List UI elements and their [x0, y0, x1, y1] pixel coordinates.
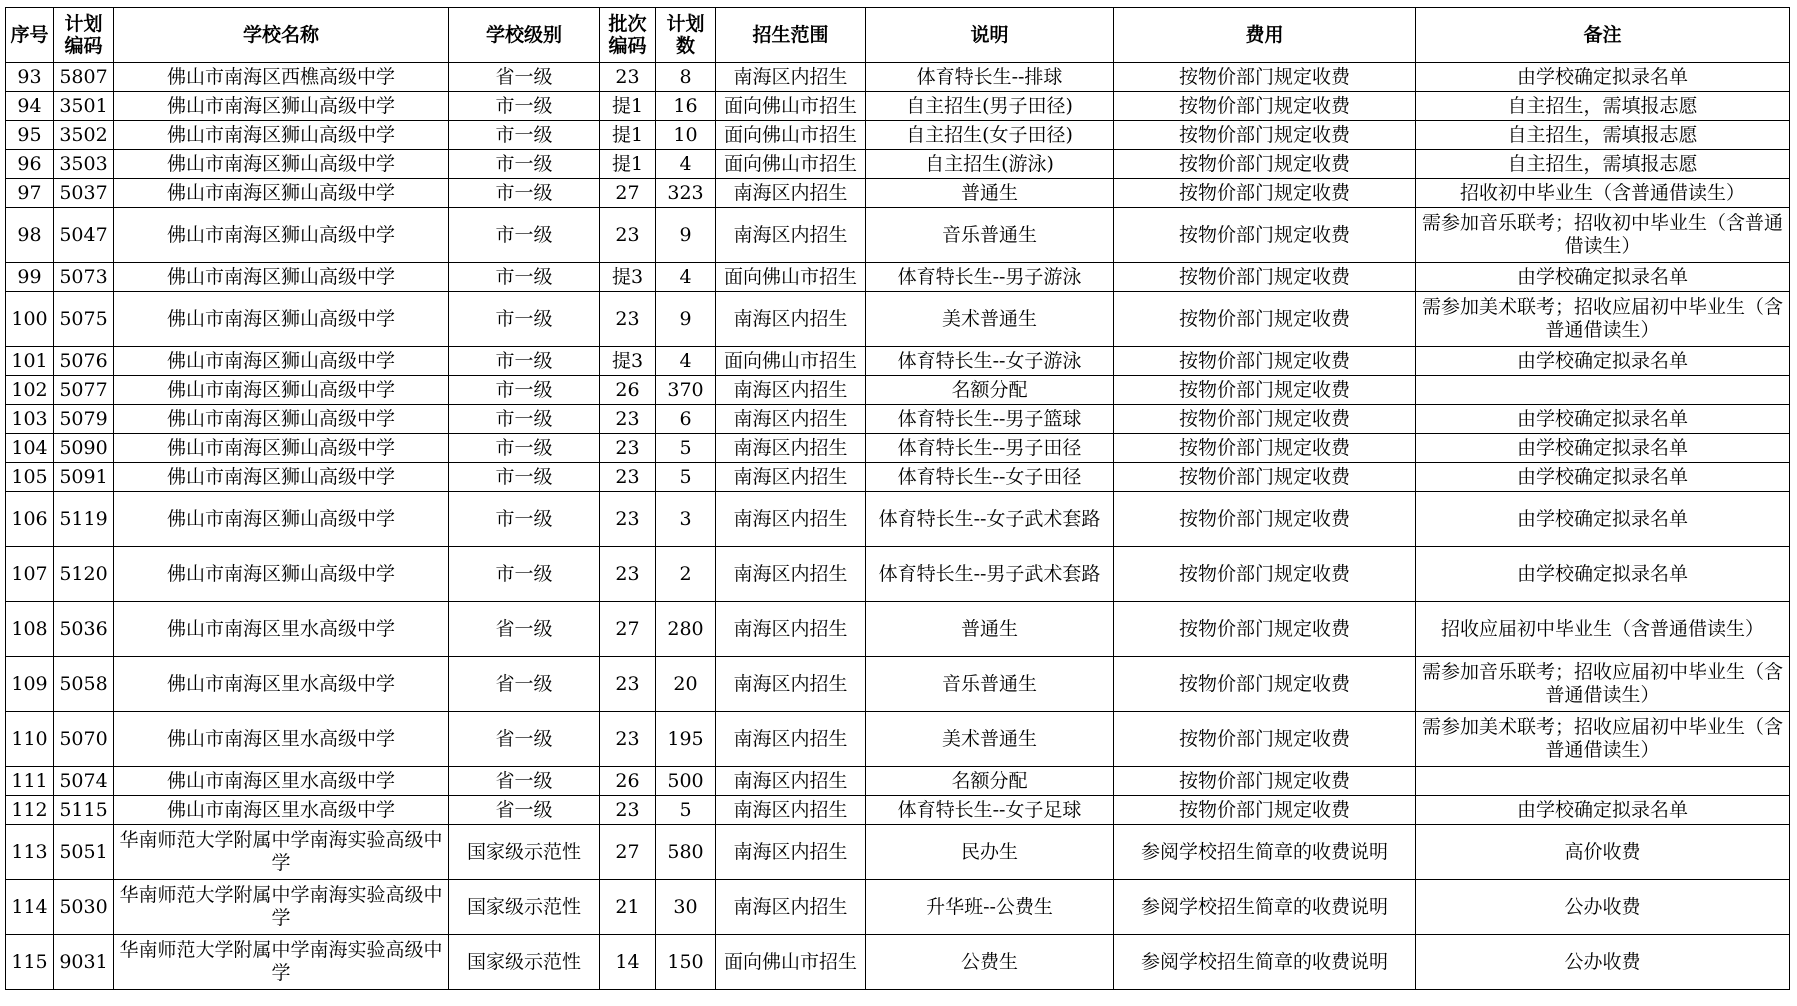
cell-enrollment-scope: 南海区内招生 [716, 825, 866, 880]
cell-enrollment-scope: 南海区内招生 [716, 179, 866, 208]
cell-remarks: 由学校确定拟录名单 [1416, 405, 1790, 434]
cell-fee: 按物价部门规定收费 [1114, 657, 1416, 712]
cell-school-level: 市一级 [449, 150, 600, 179]
cell-description: 名额分配 [866, 767, 1114, 796]
cell-remarks: 公办收费 [1416, 880, 1790, 935]
table-row [6, 63, 1790, 92]
admission-plan-table [5, 7, 1790, 990]
cell-school-name: 佛山市南海区里水高级中学 [114, 602, 449, 657]
cell-school-name: 佛山市南海区狮山高级中学 [114, 292, 449, 347]
admission-plan-sheet [5, 7, 1790, 990]
cell-school-level: 市一级 [449, 208, 600, 263]
cell-enrollment-scope: 面向佛山市招生 [716, 150, 866, 179]
table-row [6, 92, 1790, 121]
cell-index: 101 [6, 347, 54, 376]
cell-school-level: 市一级 [449, 434, 600, 463]
cell-remarks: 高价收费 [1416, 825, 1790, 880]
table-header-row [6, 8, 1790, 63]
cell-description: 音乐普通生 [866, 208, 1114, 263]
header-remarks: 备注 [1416, 8, 1790, 63]
table-row [6, 935, 1790, 990]
cell-index: 93 [6, 63, 54, 92]
cell-plan-code: 5036 [54, 602, 114, 657]
cell-plan-count: 16 [656, 92, 716, 121]
cell-enrollment-scope: 面向佛山市招生 [716, 935, 866, 990]
cell-plan-code: 5079 [54, 405, 114, 434]
cell-school-name: 佛山市南海区狮山高级中学 [114, 179, 449, 208]
cell-plan-code: 5047 [54, 208, 114, 263]
cell-batch-code: 27 [600, 825, 656, 880]
table-row [6, 263, 1790, 292]
cell-description: 体育特长生--女子游泳 [866, 347, 1114, 376]
cell-school-name: 佛山市南海区狮山高级中学 [114, 405, 449, 434]
cell-description: 公费生 [866, 935, 1114, 990]
cell-plan-code: 5115 [54, 796, 114, 825]
cell-batch-code: 提1 [600, 92, 656, 121]
cell-enrollment-scope: 南海区内招生 [716, 208, 866, 263]
cell-plan-code: 5074 [54, 767, 114, 796]
cell-plan-code: 5073 [54, 263, 114, 292]
cell-plan-count: 3 [656, 492, 716, 547]
header-enrollment-scope: 招生范围 [716, 8, 866, 63]
cell-plan-code: 5120 [54, 547, 114, 602]
cell-plan-count: 20 [656, 657, 716, 712]
cell-remarks: 自主招生，需填报志愿 [1416, 121, 1790, 150]
cell-school-name: 佛山市南海区狮山高级中学 [114, 263, 449, 292]
cell-remarks: 由学校确定拟录名单 [1416, 492, 1790, 547]
cell-plan-code: 5077 [54, 376, 114, 405]
cell-index: 106 [6, 492, 54, 547]
cell-index: 96 [6, 150, 54, 179]
cell-fee: 按物价部门规定收费 [1114, 121, 1416, 150]
cell-enrollment-scope: 南海区内招生 [716, 657, 866, 712]
cell-school-name: 佛山市南海区里水高级中学 [114, 657, 449, 712]
cell-school-name: 佛山市南海区狮山高级中学 [114, 121, 449, 150]
cell-batch-code: 23 [600, 405, 656, 434]
cell-plan-code: 3502 [54, 121, 114, 150]
cell-fee: 参阅学校招生简章的收费说明 [1114, 880, 1416, 935]
cell-enrollment-scope: 南海区内招生 [716, 767, 866, 796]
cell-batch-code: 27 [600, 179, 656, 208]
cell-fee: 按物价部门规定收费 [1114, 63, 1416, 92]
cell-plan-count: 5 [656, 434, 716, 463]
cell-school-name: 佛山市南海区里水高级中学 [114, 796, 449, 825]
cell-school-level: 市一级 [449, 547, 600, 602]
cell-plan-count: 370 [656, 376, 716, 405]
cell-plan-count: 580 [656, 825, 716, 880]
header-index: 序号 [6, 8, 54, 63]
header-plan-count: 计划数 [656, 8, 716, 63]
cell-school-name: 佛山市南海区狮山高级中学 [114, 434, 449, 463]
cell-plan-count: 30 [656, 880, 716, 935]
cell-fee: 按物价部门规定收费 [1114, 179, 1416, 208]
cell-fee: 按物价部门规定收费 [1114, 263, 1416, 292]
cell-description: 体育特长生--女子足球 [866, 796, 1114, 825]
cell-enrollment-scope: 南海区内招生 [716, 492, 866, 547]
cell-school-name: 佛山市南海区里水高级中学 [114, 767, 449, 796]
cell-batch-code: 26 [600, 376, 656, 405]
cell-plan-code: 5051 [54, 825, 114, 880]
cell-enrollment-scope: 南海区内招生 [716, 63, 866, 92]
cell-school-level: 省一级 [449, 712, 600, 767]
cell-school-name: 佛山市南海区狮山高级中学 [114, 492, 449, 547]
header-school-level: 学校级别 [449, 8, 600, 63]
cell-enrollment-scope: 面向佛山市招生 [716, 92, 866, 121]
cell-batch-code: 提1 [600, 150, 656, 179]
cell-enrollment-scope: 南海区内招生 [716, 405, 866, 434]
cell-fee: 按物价部门规定收费 [1114, 602, 1416, 657]
cell-remarks: 需参加美术联考；招收应届初中毕业生（含普通借读生） [1416, 292, 1790, 347]
cell-fee: 参阅学校招生简章的收费说明 [1114, 935, 1416, 990]
cell-batch-code: 14 [600, 935, 656, 990]
cell-school-name: 佛山市南海区狮山高级中学 [114, 463, 449, 492]
table-row [6, 434, 1790, 463]
cell-description: 体育特长生--男子游泳 [866, 263, 1114, 292]
cell-fee: 按物价部门规定收费 [1114, 767, 1416, 796]
table-row [6, 767, 1790, 796]
table-row [6, 880, 1790, 935]
cell-description: 音乐普通生 [866, 657, 1114, 712]
cell-school-name: 佛山市南海区狮山高级中学 [114, 92, 449, 121]
cell-school-name: 华南师范大学附属中学南海实验高级中学 [114, 825, 449, 880]
cell-index: 105 [6, 463, 54, 492]
cell-remarks: 自主招生，需填报志愿 [1416, 150, 1790, 179]
cell-description: 美术普通生 [866, 292, 1114, 347]
cell-plan-count: 6 [656, 405, 716, 434]
header-batch-code: 批次编码 [600, 8, 656, 63]
cell-school-name: 华南师范大学附属中学南海实验高级中学 [114, 880, 449, 935]
cell-plan-code: 5075 [54, 292, 114, 347]
cell-fee: 按物价部门规定收费 [1114, 292, 1416, 347]
table-row [6, 796, 1790, 825]
cell-fee: 按物价部门规定收费 [1114, 712, 1416, 767]
cell-batch-code: 23 [600, 492, 656, 547]
cell-index: 111 [6, 767, 54, 796]
cell-school-level: 国家级示范性 [449, 825, 600, 880]
cell-description: 体育特长生--男子武术套路 [866, 547, 1114, 602]
cell-index: 112 [6, 796, 54, 825]
cell-enrollment-scope: 南海区内招生 [716, 434, 866, 463]
cell-index: 100 [6, 292, 54, 347]
cell-remarks: 由学校确定拟录名单 [1416, 347, 1790, 376]
cell-enrollment-scope: 南海区内招生 [716, 602, 866, 657]
cell-plan-count: 8 [656, 63, 716, 92]
cell-batch-code: 23 [600, 434, 656, 463]
cell-fee: 按物价部门规定收费 [1114, 463, 1416, 492]
cell-fee: 按物价部门规定收费 [1114, 92, 1416, 121]
cell-school-level: 省一级 [449, 796, 600, 825]
cell-index: 109 [6, 657, 54, 712]
cell-remarks: 由学校确定拟录名单 [1416, 796, 1790, 825]
table-row [6, 825, 1790, 880]
cell-description: 自主招生(男子田径) [866, 92, 1114, 121]
cell-plan-code: 3501 [54, 92, 114, 121]
cell-plan-count: 150 [656, 935, 716, 990]
cell-enrollment-scope: 南海区内招生 [716, 796, 866, 825]
cell-plan-count: 5 [656, 463, 716, 492]
cell-description: 普通生 [866, 179, 1114, 208]
cell-plan-count: 9 [656, 208, 716, 263]
cell-school-level: 市一级 [449, 92, 600, 121]
cell-description: 体育特长生--女子田径 [866, 463, 1114, 492]
cell-batch-code: 23 [600, 63, 656, 92]
cell-plan-count: 323 [656, 179, 716, 208]
cell-remarks: 需参加美术联考；招收应届初中毕业生（含普通借读生） [1416, 712, 1790, 767]
cell-batch-code: 23 [600, 547, 656, 602]
cell-description: 自主招生(女子田径) [866, 121, 1114, 150]
cell-remarks: 自主招生，需填报志愿 [1416, 92, 1790, 121]
cell-fee: 按物价部门规定收费 [1114, 150, 1416, 179]
cell-index: 94 [6, 92, 54, 121]
cell-plan-code: 5076 [54, 347, 114, 376]
table-body [6, 63, 1790, 990]
table-row [6, 492, 1790, 547]
cell-school-level: 市一级 [449, 405, 600, 434]
cell-description: 体育特长生--男子田径 [866, 434, 1114, 463]
cell-school-level: 市一级 [449, 347, 600, 376]
cell-index: 108 [6, 602, 54, 657]
cell-description: 体育特长生--男子篮球 [866, 405, 1114, 434]
cell-fee: 按物价部门规定收费 [1114, 347, 1416, 376]
cell-school-level: 国家级示范性 [449, 935, 600, 990]
cell-enrollment-scope: 南海区内招生 [716, 880, 866, 935]
header-fee: 费用 [1114, 8, 1416, 63]
cell-index: 102 [6, 376, 54, 405]
cell-plan-count: 5 [656, 796, 716, 825]
cell-enrollment-scope: 面向佛山市招生 [716, 347, 866, 376]
cell-batch-code: 23 [600, 796, 656, 825]
table-row [6, 179, 1790, 208]
cell-remarks: 由学校确定拟录名单 [1416, 547, 1790, 602]
table-row [6, 547, 1790, 602]
header-school-name: 学校名称 [114, 8, 449, 63]
cell-description: 美术普通生 [866, 712, 1114, 767]
cell-school-level: 省一级 [449, 657, 600, 712]
cell-description: 自主招生(游泳) [866, 150, 1114, 179]
cell-school-level: 省一级 [449, 602, 600, 657]
cell-fee: 按物价部门规定收费 [1114, 492, 1416, 547]
cell-plan-count: 2 [656, 547, 716, 602]
cell-school-name: 佛山市南海区狮山高级中学 [114, 376, 449, 405]
cell-school-level: 市一级 [449, 121, 600, 150]
cell-school-level: 国家级示范性 [449, 880, 600, 935]
cell-plan-count: 500 [656, 767, 716, 796]
cell-remarks: 公办收费 [1416, 935, 1790, 990]
cell-school-level: 市一级 [449, 263, 600, 292]
cell-batch-code: 26 [600, 767, 656, 796]
cell-remarks [1416, 767, 1790, 796]
cell-index: 103 [6, 405, 54, 434]
cell-remarks: 由学校确定拟录名单 [1416, 263, 1790, 292]
table-row [6, 712, 1790, 767]
cell-index: 114 [6, 880, 54, 935]
cell-plan-code: 5037 [54, 179, 114, 208]
table-row [6, 121, 1790, 150]
header-description: 说明 [866, 8, 1114, 63]
cell-plan-code: 5090 [54, 434, 114, 463]
cell-school-name: 佛山市南海区狮山高级中学 [114, 150, 449, 179]
cell-batch-code: 23 [600, 208, 656, 263]
cell-fee: 按物价部门规定收费 [1114, 208, 1416, 263]
cell-description: 名额分配 [866, 376, 1114, 405]
cell-plan-count: 9 [656, 292, 716, 347]
cell-index: 113 [6, 825, 54, 880]
cell-batch-code: 提1 [600, 121, 656, 150]
cell-index: 107 [6, 547, 54, 602]
table-row [6, 347, 1790, 376]
cell-plan-count: 4 [656, 150, 716, 179]
cell-school-level: 市一级 [449, 292, 600, 347]
cell-index: 104 [6, 434, 54, 463]
cell-plan-count: 10 [656, 121, 716, 150]
cell-batch-code: 23 [600, 657, 656, 712]
cell-school-name: 佛山市南海区里水高级中学 [114, 712, 449, 767]
cell-fee: 按物价部门规定收费 [1114, 796, 1416, 825]
cell-plan-code: 5030 [54, 880, 114, 935]
table-row [6, 463, 1790, 492]
cell-school-level: 市一级 [449, 492, 600, 547]
cell-batch-code: 23 [600, 292, 656, 347]
cell-school-level: 省一级 [449, 767, 600, 796]
cell-fee: 按物价部门规定收费 [1114, 547, 1416, 602]
cell-fee: 按物价部门规定收费 [1114, 376, 1416, 405]
cell-plan-code: 5091 [54, 463, 114, 492]
cell-remarks: 招收应届初中毕业生（含普通借读生） [1416, 602, 1790, 657]
table-row [6, 657, 1790, 712]
cell-index: 97 [6, 179, 54, 208]
cell-remarks: 需参加音乐联考；招收应届初中毕业生（含普通借读生） [1416, 657, 1790, 712]
cell-school-level: 市一级 [449, 376, 600, 405]
cell-enrollment-scope: 南海区内招生 [716, 712, 866, 767]
cell-fee: 参阅学校招生简章的收费说明 [1114, 825, 1416, 880]
cell-school-name: 华南师范大学附属中学南海实验高级中学 [114, 935, 449, 990]
cell-description: 升华班--公费生 [866, 880, 1114, 935]
cell-batch-code: 提3 [600, 263, 656, 292]
table-row [6, 602, 1790, 657]
cell-description: 体育特长生--女子武术套路 [866, 492, 1114, 547]
cell-fee: 按物价部门规定收费 [1114, 434, 1416, 463]
cell-remarks: 招收初中毕业生（含普通借读生） [1416, 179, 1790, 208]
table-row [6, 292, 1790, 347]
table-row [6, 405, 1790, 434]
cell-batch-code: 21 [600, 880, 656, 935]
cell-school-level: 市一级 [449, 463, 600, 492]
cell-index: 99 [6, 263, 54, 292]
cell-batch-code: 23 [600, 463, 656, 492]
cell-plan-code: 5119 [54, 492, 114, 547]
cell-school-level: 市一级 [449, 179, 600, 208]
cell-school-name: 佛山市南海区狮山高级中学 [114, 347, 449, 376]
cell-enrollment-scope: 南海区内招生 [716, 547, 866, 602]
cell-remarks: 由学校确定拟录名单 [1416, 463, 1790, 492]
cell-description: 民办生 [866, 825, 1114, 880]
cell-plan-count: 4 [656, 263, 716, 292]
cell-index: 115 [6, 935, 54, 990]
cell-enrollment-scope: 南海区内招生 [716, 376, 866, 405]
cell-school-name: 佛山市南海区狮山高级中学 [114, 208, 449, 263]
cell-remarks [1416, 376, 1790, 405]
cell-remarks: 由学校确定拟录名单 [1416, 63, 1790, 92]
cell-batch-code: 23 [600, 712, 656, 767]
cell-plan-count: 4 [656, 347, 716, 376]
cell-index: 95 [6, 121, 54, 150]
cell-index: 110 [6, 712, 54, 767]
cell-plan-count: 280 [656, 602, 716, 657]
cell-plan-code: 3503 [54, 150, 114, 179]
cell-plan-code: 9031 [54, 935, 114, 990]
cell-plan-count: 195 [656, 712, 716, 767]
cell-school-level: 省一级 [449, 63, 600, 92]
cell-description: 普通生 [866, 602, 1114, 657]
cell-description: 体育特长生--排球 [866, 63, 1114, 92]
cell-school-name: 佛山市南海区西樵高级中学 [114, 63, 449, 92]
cell-enrollment-scope: 南海区内招生 [716, 292, 866, 347]
cell-plan-code: 5807 [54, 63, 114, 92]
cell-enrollment-scope: 面向佛山市招生 [716, 121, 866, 150]
table-row [6, 376, 1790, 405]
cell-index: 98 [6, 208, 54, 263]
cell-plan-code: 5058 [54, 657, 114, 712]
cell-enrollment-scope: 面向佛山市招生 [716, 263, 866, 292]
cell-batch-code: 27 [600, 602, 656, 657]
cell-batch-code: 提3 [600, 347, 656, 376]
cell-remarks: 需参加音乐联考；招收初中毕业生（含普通借读生） [1416, 208, 1790, 263]
cell-school-name: 佛山市南海区狮山高级中学 [114, 547, 449, 602]
cell-plan-code: 5070 [54, 712, 114, 767]
table-row [6, 150, 1790, 179]
table-row [6, 208, 1790, 263]
cell-fee: 按物价部门规定收费 [1114, 405, 1416, 434]
header-plan-code: 计划编码 [54, 8, 114, 63]
cell-enrollment-scope: 南海区内招生 [716, 463, 866, 492]
cell-remarks: 由学校确定拟录名单 [1416, 434, 1790, 463]
